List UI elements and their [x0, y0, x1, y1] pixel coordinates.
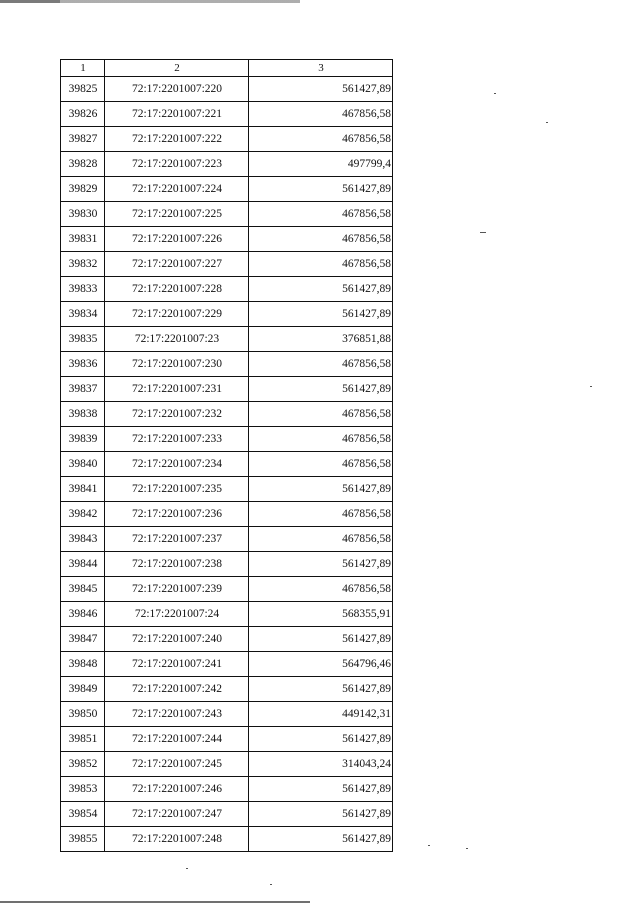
table-row	[61, 727, 393, 752]
table-row	[61, 702, 393, 727]
row-number-cell: 39846	[61, 602, 105, 627]
cadastral-number-cell: 72:17:2201007:248	[105, 827, 249, 852]
cadastral-number-cell: 72:17:2201007:239	[105, 577, 249, 602]
value-cell: 561427,89	[249, 302, 393, 327]
table-row	[61, 452, 393, 477]
value-cell: 449142,31	[249, 702, 393, 727]
value-cell: 561427,89	[249, 77, 393, 102]
value-cell: 467856,58	[249, 402, 393, 427]
value-cell: 467856,58	[249, 227, 393, 252]
row-number-cell: 39855	[61, 827, 105, 852]
table-row	[61, 252, 393, 277]
value-cell: 561427,89	[249, 477, 393, 502]
cadastral-number-cell: 72:17:2201007:227	[105, 252, 249, 277]
table-row	[61, 202, 393, 227]
scan-speck	[480, 232, 486, 233]
table-row	[61, 427, 393, 452]
cadastral-number-cell: 72:17:2201007:243	[105, 702, 249, 727]
cadastral-number-cell: 72:17:2201007:225	[105, 202, 249, 227]
row-number-cell: 39829	[61, 177, 105, 202]
scan-top-edge	[0, 0, 300, 3]
value-cell: 467856,58	[249, 452, 393, 477]
scan-speck	[590, 386, 592, 387]
table-body	[61, 60, 393, 852]
cadastral-value-table	[60, 59, 393, 852]
value-cell: 467856,58	[249, 102, 393, 127]
table-row	[61, 302, 393, 327]
table-row	[61, 102, 393, 127]
table-row	[61, 802, 393, 827]
cadastral-number-cell: 72:17:2201007:224	[105, 177, 249, 202]
header-col-1: 1	[61, 60, 105, 77]
table-row	[61, 227, 393, 252]
scan-speck	[466, 848, 468, 849]
table-row	[61, 552, 393, 577]
cadastral-number-cell: 72:17:2201007:245	[105, 752, 249, 777]
cadastral-number-cell: 72:17:2201007:231	[105, 377, 249, 402]
row-number-cell: 39827	[61, 127, 105, 152]
table-row	[61, 752, 393, 777]
row-number-cell: 39850	[61, 702, 105, 727]
row-number-cell: 39832	[61, 252, 105, 277]
table-row	[61, 77, 393, 102]
row-number-cell: 39845	[61, 577, 105, 602]
cadastral-number-cell: 72:17:2201007:237	[105, 527, 249, 552]
scan-speck	[270, 884, 272, 885]
value-cell: 561427,89	[249, 277, 393, 302]
row-number-cell: 39854	[61, 802, 105, 827]
value-cell: 561427,89	[249, 827, 393, 852]
value-cell: 561427,89	[249, 377, 393, 402]
row-number-cell: 39831	[61, 227, 105, 252]
table-row	[61, 627, 393, 652]
row-number-cell: 39830	[61, 202, 105, 227]
table-row	[61, 777, 393, 802]
row-number-cell: 39828	[61, 152, 105, 177]
table-row	[61, 352, 393, 377]
row-number-cell: 39836	[61, 352, 105, 377]
table-row	[61, 327, 393, 352]
table-row	[61, 602, 393, 627]
cadastral-number-cell: 72:17:2201007:23	[105, 327, 249, 352]
table-header-row	[61, 60, 393, 77]
cadastral-number-cell: 72:17:2201007:226	[105, 227, 249, 252]
cadastral-number-cell: 72:17:2201007:238	[105, 552, 249, 577]
cadastral-number-cell: 72:17:2201007:24	[105, 602, 249, 627]
cadastral-number-cell: 72:17:2201007:229	[105, 302, 249, 327]
header-col-3: 3	[249, 60, 393, 77]
row-number-cell: 39834	[61, 302, 105, 327]
cadastral-number-cell: 72:17:2201007:232	[105, 402, 249, 427]
row-number-cell: 39839	[61, 427, 105, 452]
table-row	[61, 677, 393, 702]
row-number-cell: 39853	[61, 777, 105, 802]
value-cell: 561427,89	[249, 777, 393, 802]
row-number-cell: 39851	[61, 727, 105, 752]
value-cell: 561427,89	[249, 627, 393, 652]
table-row	[61, 502, 393, 527]
value-cell: 314043,24	[249, 752, 393, 777]
row-number-cell: 39825	[61, 77, 105, 102]
row-number-cell: 39843	[61, 527, 105, 552]
value-cell: 467856,58	[249, 252, 393, 277]
value-cell: 467856,58	[249, 127, 393, 152]
row-number-cell: 39847	[61, 627, 105, 652]
table-row	[61, 377, 393, 402]
table-row	[61, 402, 393, 427]
cadastral-number-cell: 72:17:2201007:228	[105, 277, 249, 302]
cadastral-number-cell: 72:17:2201007:222	[105, 127, 249, 152]
value-cell: 568355,91	[249, 602, 393, 627]
scan-bottom-edge	[0, 901, 310, 903]
row-number-cell: 39848	[61, 652, 105, 677]
row-number-cell: 39840	[61, 452, 105, 477]
table-row	[61, 127, 393, 152]
cadastral-number-cell: 72:17:2201007:246	[105, 777, 249, 802]
table-row	[61, 277, 393, 302]
value-cell: 561427,89	[249, 802, 393, 827]
scan-speck	[428, 845, 430, 846]
value-cell: 561427,89	[249, 727, 393, 752]
cadastral-number-cell: 72:17:2201007:247	[105, 802, 249, 827]
cadastral-number-cell: 72:17:2201007:236	[105, 502, 249, 527]
value-cell: 564796,46	[249, 652, 393, 677]
row-number-cell: 39849	[61, 677, 105, 702]
cadastral-number-cell: 72:17:2201007:230	[105, 352, 249, 377]
value-cell: 467856,58	[249, 202, 393, 227]
cadastral-number-cell: 72:17:2201007:233	[105, 427, 249, 452]
table-row	[61, 652, 393, 677]
value-cell: 467856,58	[249, 352, 393, 377]
table-row	[61, 827, 393, 852]
cadastral-number-cell: 72:17:2201007:235	[105, 477, 249, 502]
value-cell: 561427,89	[249, 177, 393, 202]
cadastral-number-cell: 72:17:2201007:221	[105, 102, 249, 127]
row-number-cell: 39844	[61, 552, 105, 577]
row-number-cell: 39842	[61, 502, 105, 527]
header-col-2: 2	[105, 60, 249, 77]
table-row	[61, 177, 393, 202]
value-cell: 561427,89	[249, 552, 393, 577]
cadastral-number-cell: 72:17:2201007:240	[105, 627, 249, 652]
value-cell: 467856,58	[249, 427, 393, 452]
cadastral-number-cell: 72:17:2201007:242	[105, 677, 249, 702]
value-cell: 497799,4	[249, 152, 393, 177]
value-cell: 467856,58	[249, 527, 393, 552]
row-number-cell: 39838	[61, 402, 105, 427]
cadastral-number-cell: 72:17:2201007:234	[105, 452, 249, 477]
row-number-cell: 39837	[61, 377, 105, 402]
table-row	[61, 527, 393, 552]
cadastral-number-cell: 72:17:2201007:223	[105, 152, 249, 177]
table-row	[61, 477, 393, 502]
value-cell: 467856,58	[249, 502, 393, 527]
value-cell: 561427,89	[249, 677, 393, 702]
scan-speck	[186, 868, 188, 869]
row-number-cell: 39835	[61, 327, 105, 352]
value-cell: 376851,88	[249, 327, 393, 352]
cadastral-number-cell: 72:17:2201007:220	[105, 77, 249, 102]
scan-speck	[494, 93, 496, 94]
table-row	[61, 577, 393, 602]
row-number-cell: 39852	[61, 752, 105, 777]
row-number-cell: 39833	[61, 277, 105, 302]
value-cell: 467856,58	[249, 577, 393, 602]
table-row	[61, 152, 393, 177]
row-number-cell: 39841	[61, 477, 105, 502]
scan-speck	[546, 122, 548, 123]
cadastral-number-cell: 72:17:2201007:241	[105, 652, 249, 677]
cadastral-number-cell: 72:17:2201007:244	[105, 727, 249, 752]
row-number-cell: 39826	[61, 102, 105, 127]
